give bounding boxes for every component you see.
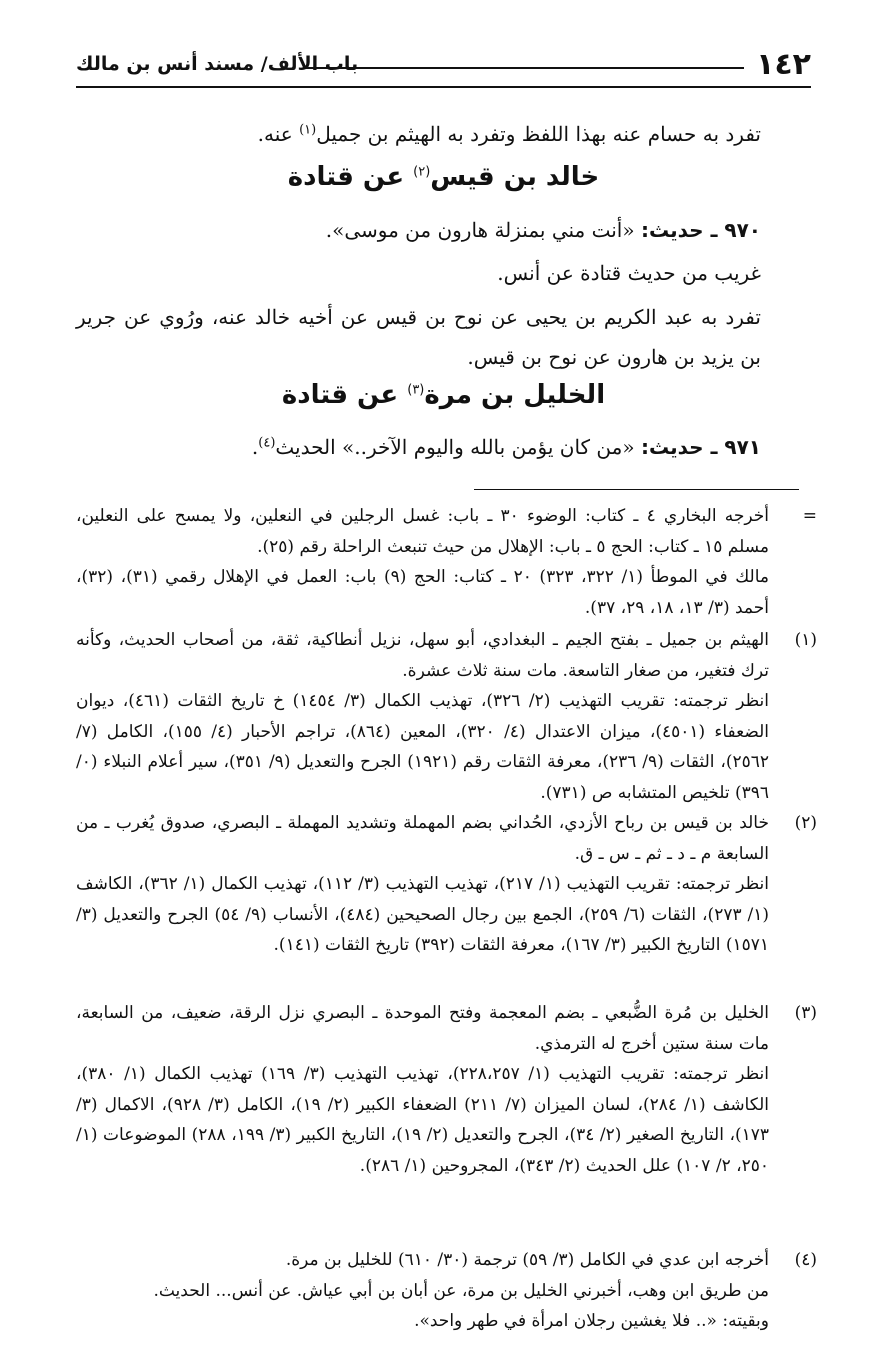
page-header — [76, 44, 811, 84]
footnote-marker: (٢) — [794, 813, 817, 833]
footnote-ref-1[interactable]: (١) — [299, 122, 317, 138]
hadith-970 — [76, 210, 799, 250]
footnote-2 — [76, 808, 817, 961]
header-rule — [76, 86, 811, 88]
hadith-text: «من كان يؤمن بالله واليوم الآخر..» الحديث — [275, 435, 641, 459]
hadith-text: «أنت مني بمنزلة هارون من موسى». — [325, 218, 641, 242]
section-heading-khalil — [76, 380, 811, 410]
heading-suffix: عن قتادة — [281, 380, 408, 410]
intro-text: تفرد به حسام عنه بهذا اللفظ وتفرد به الهيثم بن جميل — [316, 122, 761, 146]
footnote-paragraph: انظر ترجمته: تقريب التهذيب (٢/ ٣٢٦)، تهذيب الكمال (٣/ ١٤٥٤) خ تاريخ الثقات (٤٦١)، ديوان الضعفاء (٤٥٠١)، ميزان الاعتدال (٤/ ٣٢٠)، المعين (٨٦٤)، تراجم الأحبار (٤/ ١٥٥)، الكامل (٧/ ٢٥٦٢)، الثقات (٩/ ٢٣٦)، معرفة الثقات رقم (١٩٢١) الجرح والتعديل (٩/ ٣٥١)، سير أعلام النبلاء (٠/ ٣٩٦) تلخيص المتشابه ص (٧٣١). — [76, 691, 770, 803]
footnote-marker: (٤) — [794, 1250, 817, 1270]
footnote-paragraph: الخليل بن مُرة الضُّبعي ـ بضم المعجمة وفتح الموحدة ـ البصري نزل الرقة، ضعيف، من السابعة، مات سنة ستين أخرج له الترمذي. — [76, 1003, 769, 1054]
footnote-marker: (١) — [794, 630, 817, 650]
footnote-1 — [76, 625, 817, 808]
hadith-970-chain: تفرد به عبد الكريم بن يحيى عن نوح بن قيس عن أخيه خالد عنه، ورُوي عن جرير بن يزيد بن هارون عن نوح بن قيس. — [76, 305, 761, 369]
footnote-4 — [76, 1245, 817, 1337]
footnote-paragraph: وبقيته: «.. فلا يغشين رجلان امرأة في طهر واحد». — [414, 1311, 769, 1331]
hadith-970-comment: غريب من حديث قتادة عن أنس. — [497, 261, 761, 285]
header-title: باب الألف/ مسند أنس بن مالك — [76, 53, 359, 75]
footnote-paragraph: مالك في الموطأ (١/ ٣٢٢، ٣٢٣) ٢٠ ـ كتاب: الحج (٩) باب: العمل في الإهلال رقمي (٣١)، (٣٢)، أحمد (٣/ ١٣، ١٨، ٢٩، ٣٧). — [76, 567, 770, 618]
hadith-971 — [76, 427, 799, 467]
footnote-paragraph: خالد بن قيس بن رباح الأزدي، الحُداني بضم المهملة وتشديد المهملة ـ البصري، صدوق يُغرب ـ من السابعة م ـ د ـ ثم ـ س ـ ق. — [76, 813, 769, 864]
footnote-paragraph: الهيثم بن جميل ـ بفتح الجيم ـ البغدادي، أبو سهل، نزيل أنطاكية، ثقة، من أصحاب الحديث، وكأنه ترك فتغير، من صغار التاسعة. مات سنة ثلاث عشرة. — [76, 630, 769, 681]
footnote-ref-3[interactable]: (٣) — [407, 382, 425, 398]
footnote-paragraph: أخرجه ابن عدي في الكامل (٣/ ٥٩) ترجمة (٣٠/ ٦١٠) للخليل بن مرة. — [285, 1250, 769, 1270]
hadith-end: . — [251, 435, 259, 459]
footnote-separator — [474, 489, 799, 490]
footnote-paragraph: انظر ترجمته: تقريب التهذيب (١/ ٢٢٨،٢٥٧)، تهذيب التهذيب (٣/ ١٦٩) تهذيب الكمال (١/ ٣٨٠)، الكاشف (١/ ٢٨٤)، لسان الميزان (٧/ ٢١١) الضعفاء الكبير (٢/ ١٩)، الكامل (٣/ ٩٢٨)، الاكمال (٣/ ١٧٣)، التاريخ الصغير (٢/ ٣٤)، الجرح والتعديل (٢/ ١٩)، التاريخ الكبير (٣/ ١٩٩، ٢٨٨) الموضوعات (١/ ٢٥٠، ٢/ ١٠٧) علل الحديث (٢/ ٣٤٣)، المجروحين (١/ ٢٨٦). — [76, 1064, 770, 1176]
footnote-ref-4[interactable]: (٤) — [258, 435, 276, 451]
page-number: ١٤٢ — [756, 46, 811, 82]
hadith-label: ٩٧١ ـ حديث: — [640, 435, 761, 459]
footnote-paragraph: انظر ترجمته: تقريب التهذيب (١/ ٢١٧)، تهذيب التهذيب (٣/ ١١٢)، تهذيب الكمال (١/ ٣٦٢)، الكاشف (١/ ٢٧٣)، الثقات (٦/ ٢٥٩)، الجمع بين رجال الصحيحين (٤٨٤)، الأنساب (٩/ ٥٤) الجرح والتعديل (٣/ ١٥٧١) التاريخ الكبير (٣/ ١٦٧)، معرفة الثقات (٣٩٢) تاريخ الثقات (١٤١). — [76, 874, 770, 955]
header-line — [305, 67, 744, 69]
heading-name: خالد بن قيس — [430, 162, 600, 192]
footnote-ref-2[interactable]: (٢) — [413, 164, 431, 180]
footnote-paragraph: من طريق ابن وهب، أخبرني الخليل بن مرة، عن أبان بن أبي عياش. عن أنس... الحديث. — [153, 1280, 769, 1301]
heading-suffix: عن قتادة — [287, 162, 414, 192]
heading-name: الخليل بن مرة — [424, 380, 606, 410]
intro-end: عنه. — [257, 122, 300, 146]
footnote-marker: = — [802, 506, 817, 526]
footnote-3 — [76, 998, 817, 1181]
footnote-paragraph: أخرجه البخاري ٤ ـ كتاب: الوضوء ٣٠ ـ باب: غسل الرجلين في النعلين، ولا يمسح على النعلين، مسلم ١٥ ـ كتاب: الحج ٥ ـ باب: الإهلال من حيث تنبعث الراحلة رقم (٢٥). — [76, 506, 770, 557]
section-heading-khalid — [76, 162, 811, 192]
hadith-label: ٩٧٠ ـ حديث: — [640, 218, 761, 242]
intro-paragraph — [76, 114, 799, 154]
footnote-continued — [76, 501, 817, 623]
footnote-marker: (٣) — [794, 1003, 817, 1023]
